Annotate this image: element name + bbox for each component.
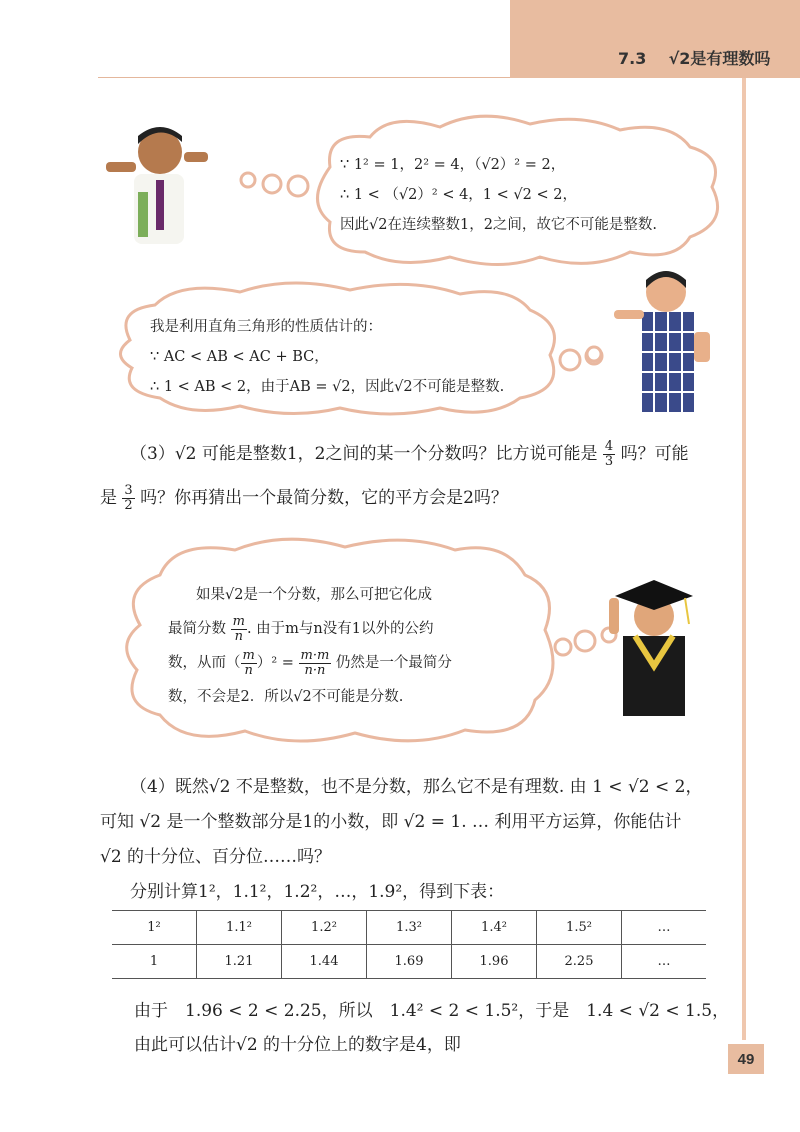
question4-block — [100, 770, 702, 910]
cloud3-line: 数，不会是2．所以√2不可能是分数. — [168, 689, 404, 705]
question3-text: 吗？可能 — [620, 444, 689, 464]
fraction-denominator: 3 — [604, 454, 614, 469]
table-header-row — [112, 911, 706, 945]
table-cell: 1.4² — [452, 911, 537, 945]
cloud3-text-part: . 由于m与n没有1以外的公约 — [246, 621, 434, 637]
question4-line: 可知 √2 是一个整数部分是1的小数，即 √2 = 1. … 利用平方运算，你能估计 — [100, 812, 682, 832]
fraction-numerator: m — [232, 613, 245, 629]
question4-line: 分别计算1²，1.1²，1.2²，…，1.9²，得到下表： — [130, 882, 505, 902]
question3-text: 吗？你再猜出一个最简分数，它的平方会是2吗？ — [140, 488, 508, 508]
cloud2-text — [150, 312, 504, 402]
table-value-row — [112, 945, 706, 979]
table-cell: 1² — [112, 911, 197, 945]
thought-bubble-dot — [560, 350, 580, 370]
section-title: √2是有理数吗 — [668, 49, 771, 68]
conclusion-line: 由于 1.96 < 2 < 2.25，所以 1.4² < 2 < 1.5²，于是 1.4 < √2 < 1.5， — [134, 1001, 730, 1021]
cloud3-text-part: 数，从而（ — [168, 655, 241, 671]
table-cell: … — [622, 945, 707, 979]
table-cell: 1.44 — [282, 945, 367, 979]
table-cell: 1.69 — [367, 945, 452, 979]
fraction-denominator: n — [244, 662, 253, 678]
cloud3-line — [168, 612, 452, 646]
thought-bubble-dot — [555, 639, 571, 655]
cloud2-dots — [584, 342, 614, 372]
cloud3-text-part: 仍然是一个最简分 — [335, 655, 452, 671]
cloud1-line: ∴ 1 < （√2）² < 4，1 < √2 < 2， — [340, 187, 577, 203]
section-number: 7.3 — [618, 49, 647, 68]
cloud3-text-part: 最简分数 — [168, 621, 226, 637]
question3-text: 是 — [100, 488, 117, 508]
thought-bubble-dot — [288, 176, 308, 196]
header-divider — [98, 77, 510, 78]
margin-bar — [742, 78, 746, 1040]
table-cell: 1.21 — [197, 945, 282, 979]
fraction-3-2 — [122, 484, 134, 513]
thought-bubble-dot — [263, 175, 281, 193]
question4-line: （4）既然√2 不是整数，也不是分数，那么它不是有理数. 由 1 < √2 < 2， — [130, 777, 703, 797]
cloud1-line: ∵ 1² = 1，2² = 4，（√2）² = 2， — [340, 157, 566, 173]
squares-table — [112, 910, 706, 979]
graduate-illustration — [605, 576, 700, 716]
question4-line: √2 的十分位、百分位……吗？ — [100, 847, 332, 867]
table-cell: 1.2² — [282, 911, 367, 945]
cloud3-line — [168, 646, 452, 680]
question3-text: （3）√2 可能是整数1，2之间的某一个分数吗？比方说可能是 — [130, 444, 598, 464]
fraction-denominator: n — [234, 628, 243, 644]
table-cell: 1.1² — [197, 911, 282, 945]
boy-illustration — [104, 122, 214, 244]
cloud2-line: ∵ AC < AB < AC + BC， — [150, 349, 329, 365]
page-number: 49 — [728, 1044, 764, 1074]
section-heading — [618, 46, 770, 69]
fraction-numerator: 4 — [604, 439, 614, 454]
thought-bubble-dot — [575, 631, 595, 651]
conclusion-line: 由此可以估计√2 的十分位上的数字是4，即 — [134, 1035, 461, 1055]
cloud2-line: ∴ 1 < AB < 2，由于AB = √2，因此√2不可能是整数. — [150, 379, 505, 395]
fraction-denominator: 2 — [124, 498, 133, 513]
table-cell: … — [622, 911, 707, 945]
fraction-mm-nn — [299, 649, 332, 678]
thought-bubble-dot — [241, 173, 255, 187]
table-cell: 1 — [112, 945, 197, 979]
table-cell: 1.3² — [367, 911, 452, 945]
cloud3-text — [168, 578, 452, 714]
fraction-numerator: m — [242, 647, 255, 663]
squares-table-grid — [112, 910, 706, 979]
cloud3-text-part: ）² = — [256, 655, 294, 671]
fraction-denominator: n·n — [304, 662, 326, 678]
cloud2-line: 我是利用直角三角形的性质估计的： — [150, 319, 382, 335]
fraction-m-n — [231, 615, 247, 644]
question3-line1 — [130, 436, 689, 472]
table-cell: 1.5² — [537, 911, 622, 945]
girl-illustration — [614, 262, 714, 412]
cloud1-text — [340, 150, 657, 240]
table-cell: 1.96 — [452, 945, 537, 979]
cloud1-line: 因此√2在连续整数1，2之间，故它不可能是整数. — [340, 217, 658, 233]
question3-line2 — [100, 480, 508, 516]
cloud3-line: 如果√2是一个分数，那么可把它化成 — [196, 587, 432, 603]
fraction-4-3 — [603, 440, 615, 469]
fraction-numerator: 3 — [124, 483, 133, 498]
fraction-numerator: m·m — [300, 647, 330, 663]
fraction-m-n — [241, 649, 257, 678]
table-cell: 2.25 — [537, 945, 622, 979]
conclusion-block — [134, 994, 729, 1062]
